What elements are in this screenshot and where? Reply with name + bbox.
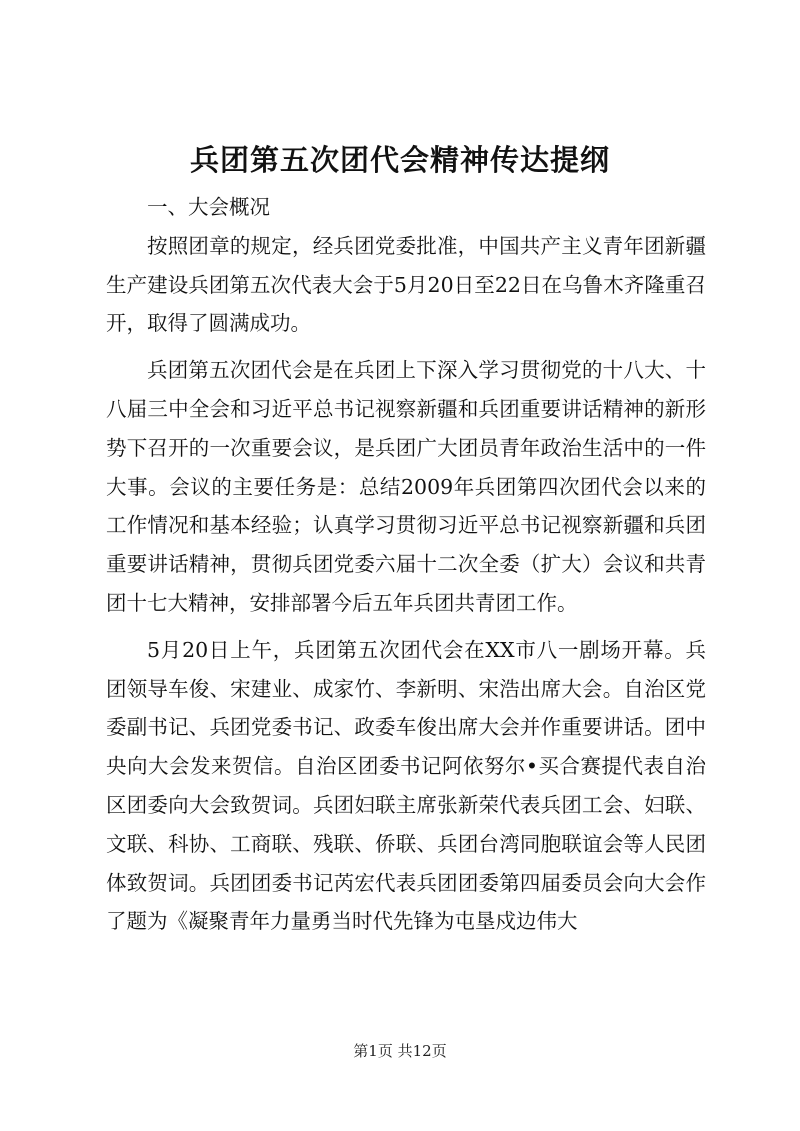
- document-title: 兵团第五次团代会精神传达提纲: [189, 143, 610, 177]
- section-heading: 一、大会概况: [147, 195, 270, 219]
- paragraph-meeting-significance: 兵团第五次团代会是在兵团上下深入学习贯彻党的十八大、十八届三中全会和习近平总书记视察新疆和兵团重要讲话精神的新形势下召开的一次重要会议，是兵团广大团员青年政治生活中的一件大事。会议的主要任务是：总结2009年兵团第四次团代会以来的工作情况和基本经验；认真学习贯彻习近平总书记视察新疆和兵团重要讲话精神，贯彻兵团党委六届十二次全委（扩大）会议和共青团十七大精神，安排部署今后五年兵团共青团工作。: [106, 358, 706, 615]
- page-number-footer: 第1页 共12页: [353, 1042, 447, 1060]
- paragraph-meeting-overview: 按照团章的规定，经兵团党委批准，中国共产主义青年团新疆生产建设兵团第五次代表大会于5月20日至22日在乌鲁木齐隆重召开，取得了圆满成功。: [106, 233, 706, 336]
- document-body: [106, 188, 706, 941]
- paragraph-opening-ceremony: 5月20日上午，兵团第五次团代会在XX市八一剧场开幕。兵团领导车俊、宋建业、成家竹、李新明、宋浩出席大会。自治区党委副书记、兵团党委书记、政委车俊出席大会并作重要讲话。团中央向大会发来贺信。自治区团委书记阿依努尔•买合赛提代表自治区团委向大会致贺词。兵团妇联主席张新荣代表兵团工会、妇联、文联、科协、工商联、残联、侨联、兵团台湾同胞联谊会等人民团体致贺词。兵团团委书记芮宏代表兵团团委第四届委员会向大会作了题为《凝聚青年力量勇当时代先锋为屯垦戍边伟大: [106, 637, 706, 934]
